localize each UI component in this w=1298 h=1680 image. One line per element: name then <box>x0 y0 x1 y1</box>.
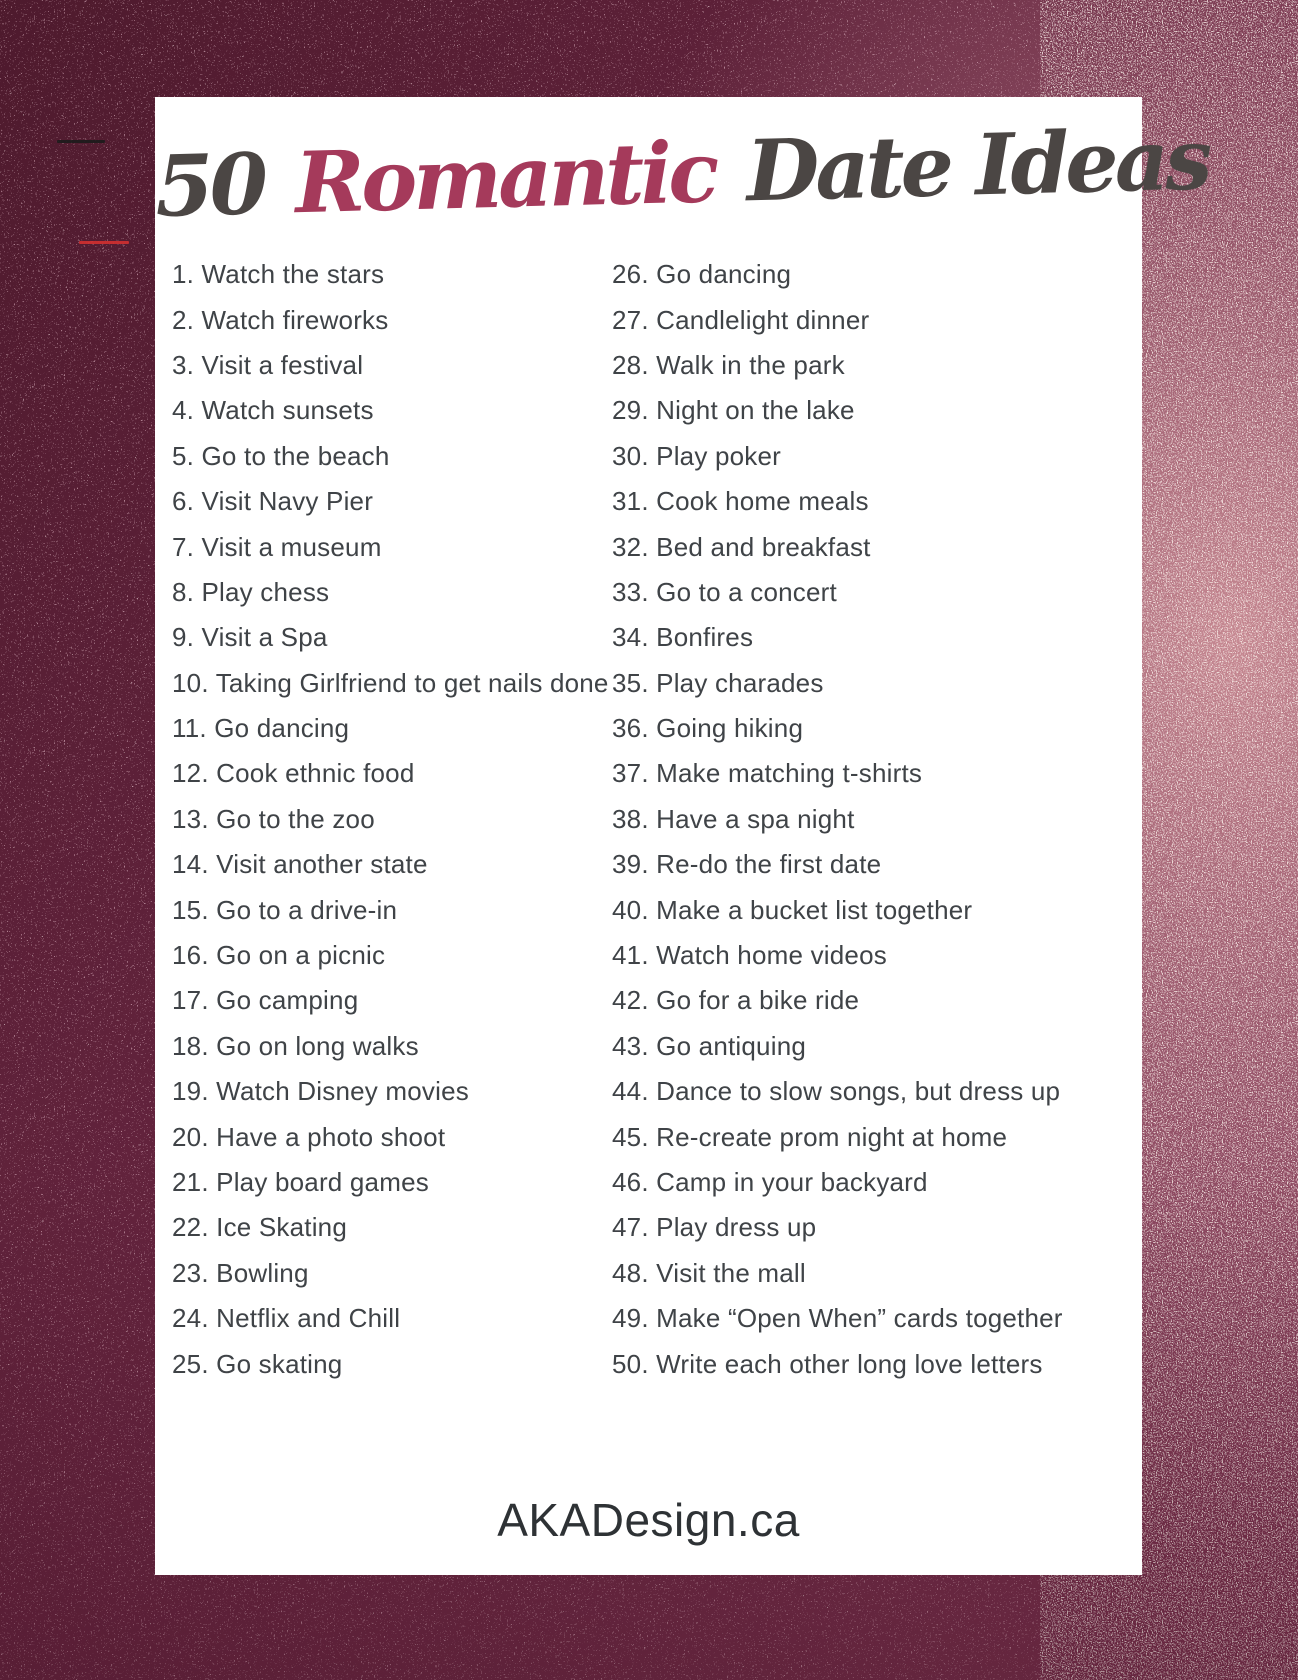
list-item: 16. Go on a picnic <box>172 940 386 971</box>
list-item: 19. Watch Disney movies <box>172 1076 469 1107</box>
list-item: 20. Have a photo shoot <box>172 1121 446 1152</box>
list-item: 25. Go skating <box>172 1348 343 1379</box>
list-item: 28. Walk in the park <box>612 349 845 380</box>
list-item: 39. Re-do the first date <box>612 849 882 880</box>
list-item: 15. Go to a drive-in <box>172 894 398 925</box>
title-suffix: Date Ideas <box>745 109 1210 221</box>
list-item: 18. Go on long walks <box>172 1030 419 1061</box>
list-item: 48. Visit the mall <box>612 1257 806 1288</box>
list-item: 21. Play board games <box>172 1167 429 1197</box>
list-item: 3. Visit a festival <box>172 349 364 380</box>
artifact-red-line <box>79 241 129 244</box>
list-item: 6. Visit Navy Pier <box>172 486 374 517</box>
list-item: 1. Watch the stars <box>172 259 385 290</box>
list-item: 42. Go for a bike ride <box>612 985 860 1016</box>
footer-site-label: AKADesign.ca <box>497 1494 800 1546</box>
list-item: 45. Re-create prom night at home <box>612 1121 1008 1152</box>
list-item: 49. Make “Open When” cards together <box>612 1303 1063 1334</box>
list-item: 11. Go dancing <box>172 713 350 744</box>
list-item: 38. Have a spa night <box>612 803 855 834</box>
list-item: 40. Make a bucket list together <box>612 894 973 925</box>
list-item: 32. Bed and breakfast <box>612 531 871 562</box>
list-item: 17. Go camping <box>172 985 359 1016</box>
list-item: 35. Play charades <box>612 667 824 698</box>
list-item: 30. Play poker <box>612 440 782 471</box>
list-item: 27. Candlelight dinner <box>612 304 870 335</box>
list-item: 2. Watch fireworks <box>172 304 389 335</box>
list-item: 10. Taking Girlfriend to get nails done <box>172 667 609 698</box>
list-item: 22. Ice Skating <box>172 1212 347 1243</box>
list-item: 37. Make matching t-shirts <box>612 758 923 789</box>
artifact-black-line <box>57 140 105 143</box>
idea-list <box>155 252 1142 1387</box>
list-item: 4. Watch sunsets <box>172 395 374 426</box>
list-item: 31. Cook home meals <box>612 486 869 517</box>
white-panel <box>153 97 1210 1575</box>
title-highlight: Romantic <box>293 122 717 233</box>
list-item: 24. Netflix and Chill <box>172 1303 401 1334</box>
list-item: 14. Visit another state <box>172 849 428 880</box>
list-column-left <box>172 252 612 1387</box>
list-item: 33. Go to a concert <box>612 576 837 607</box>
list-item: 50. Write each other long love letters <box>612 1348 1043 1379</box>
list-item: 12. Cook ethnic food <box>172 758 415 789</box>
list-item: 43. Go antiquing <box>612 1030 807 1061</box>
title-prefix: 50 <box>153 134 266 236</box>
poster-title <box>153 108 1210 239</box>
list-item: 34. Bonfires <box>612 622 754 653</box>
list-item: 26. Go dancing <box>612 259 792 290</box>
list-column-right <box>612 252 1132 1387</box>
list-item: 44. Dance to slow songs, but dress up <box>612 1076 1061 1107</box>
list-item: 41. Watch home videos <box>612 940 887 971</box>
list-item: 29. Night on the lake <box>612 395 855 426</box>
list-item: 7. Visit a museum <box>172 531 382 562</box>
list-item: 8. Play chess <box>172 576 330 607</box>
list-item: 9. Visit a Spa <box>172 622 328 653</box>
list-item: 47. Play dress up <box>612 1212 817 1243</box>
list-item: 23. Bowling <box>172 1257 309 1288</box>
list-item: 36. Going hiking <box>612 713 804 744</box>
list-item: 13. Go to the zoo <box>172 803 375 834</box>
list-item: 5. Go to the beach <box>172 440 390 471</box>
list-item: 46. Camp in your backyard <box>612 1167 928 1197</box>
